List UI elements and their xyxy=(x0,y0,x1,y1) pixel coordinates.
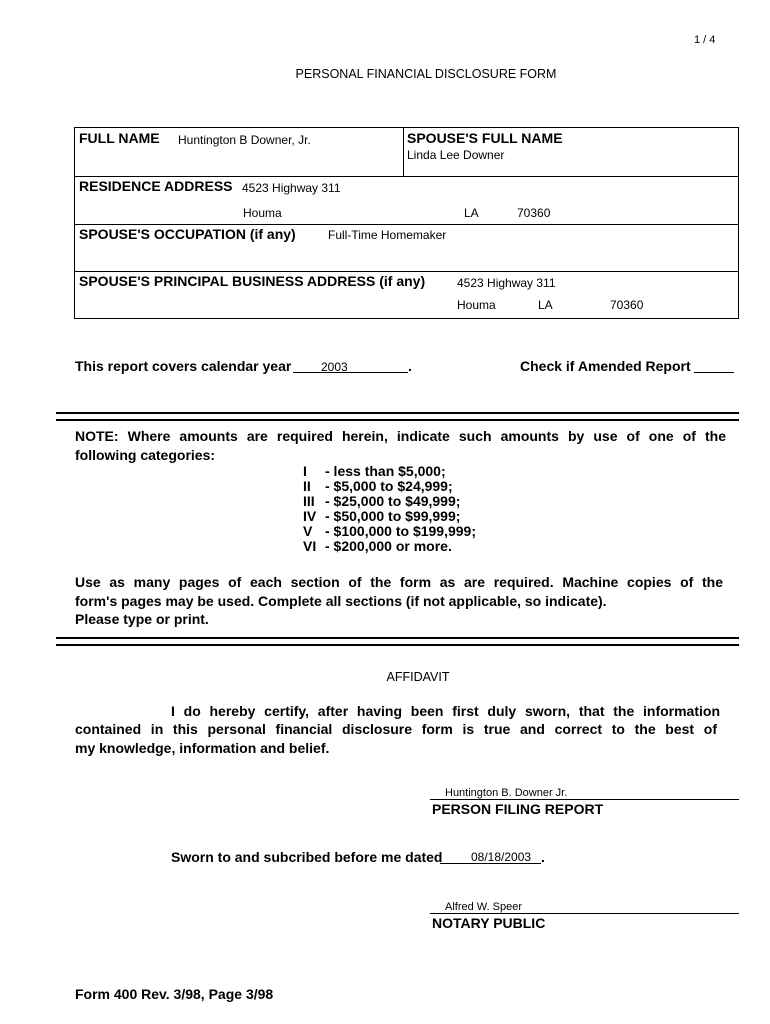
affidavit-line-2 xyxy=(75,721,717,737)
affidavit-line-1-text: I do hereby certify, after having been first duly sworn, that the information xyxy=(171,703,720,719)
spouse-occupation-value[interactable]: Full-Time Homemaker xyxy=(328,228,447,242)
note-line-1-text: NOTE: Where amounts are required herein, indicate such amounts by use of one of the xyxy=(75,428,726,444)
row-divider-1 xyxy=(74,176,739,177)
business-street[interactable]: 4523 Highway 311 xyxy=(457,276,556,290)
form-title: PERSONAL FINANCIAL DISCLOSURE FORM xyxy=(295,67,557,81)
affidavit-line-3: my knowledge, information and belief. xyxy=(75,740,330,756)
rule-bottom-2 xyxy=(56,644,739,646)
note-line-1 xyxy=(75,428,726,444)
category-num: II xyxy=(303,478,311,494)
report-covers-label: This report covers calendar year xyxy=(75,358,292,374)
spouse-name-value[interactable]: Linda Lee Downer xyxy=(407,148,505,162)
filer-signature[interactable]: Huntington B. Downer Jr. xyxy=(445,787,568,799)
category-list xyxy=(303,464,476,554)
rule-top-2 xyxy=(56,419,739,421)
instructions-line-2: form's pages may be used. Complete all sections (if not applicable, so indicate). xyxy=(75,593,607,609)
category-item xyxy=(303,479,476,494)
amended-report-label: Check if Amended Report xyxy=(520,358,691,374)
category-text: - $200,000 or more. xyxy=(325,538,452,554)
category-num: VI xyxy=(303,538,317,554)
amended-checkbox-line[interactable] xyxy=(694,372,734,373)
sworn-period: . xyxy=(541,849,545,865)
category-num: V xyxy=(303,523,313,539)
full-name-value[interactable]: Huntington B Downer, Jr. xyxy=(178,133,311,147)
category-item xyxy=(303,494,476,509)
instructions-line-3: Please type or print. xyxy=(75,611,209,627)
report-period: . xyxy=(408,358,412,374)
full-name-label: FULL NAME xyxy=(79,130,160,146)
business-city[interactable]: Houma xyxy=(457,298,496,312)
report-year[interactable]: 2003 xyxy=(321,360,348,374)
category-num: I xyxy=(303,463,307,479)
form-footer: Form 400 Rev. 3/98, Page 3/98 xyxy=(75,986,274,1002)
residence-street[interactable]: 4523 Highway 311 xyxy=(242,181,341,195)
instructions-line-1 xyxy=(75,574,723,590)
row-divider-2 xyxy=(74,224,739,225)
category-num: III xyxy=(303,493,315,509)
name-divider xyxy=(403,127,404,176)
affidavit-heading: AFFIDAVIT xyxy=(386,670,450,684)
residence-state[interactable]: LA xyxy=(464,206,479,220)
category-item xyxy=(303,539,476,554)
notary-label: NOTARY PUBLIC xyxy=(432,915,546,931)
sworn-label: Sworn to and subcribed before me dated xyxy=(171,849,443,865)
residence-city[interactable]: Houma xyxy=(243,206,282,220)
category-item xyxy=(303,524,476,539)
instructions-line-1-text: Use as many pages of each section of the form as are required. Machine copies of the xyxy=(75,574,723,590)
spouse-name-label: SPOUSE'S FULL NAME xyxy=(407,130,563,146)
affidavit-line-2-text: contained in this personal financial disclosure form is true and correct to the best of xyxy=(75,721,717,737)
category-text: - $100,000 to $199,999; xyxy=(325,523,476,539)
rule-top-1 xyxy=(56,412,739,414)
year-underline xyxy=(293,372,408,373)
row-divider-3 xyxy=(74,271,739,272)
residence-zip[interactable]: 70360 xyxy=(517,206,551,220)
category-text: - $25,000 to $49,999; xyxy=(325,493,461,509)
notary-signature-line xyxy=(430,913,739,914)
notary-signature[interactable]: Alfred W. Speer xyxy=(445,901,523,913)
filer-label: PERSON FILING REPORT xyxy=(432,801,604,817)
spouse-occupation-label: SPOUSE'S OCCUPATION (if any) xyxy=(79,226,296,242)
business-zip[interactable]: 70360 xyxy=(610,298,644,312)
category-item xyxy=(303,509,476,524)
rule-bottom-1 xyxy=(56,637,739,639)
residence-label: RESIDENCE ADDRESS xyxy=(79,178,233,194)
affidavit-line-1 xyxy=(171,703,720,719)
category-text: - $5,000 to $24,999; xyxy=(325,478,453,494)
category-text: - $50,000 to $99,999; xyxy=(325,508,461,524)
category-text: - less than $5,000; xyxy=(325,463,446,479)
category-item xyxy=(303,464,476,479)
business-state[interactable]: LA xyxy=(538,298,553,312)
sworn-date[interactable]: 08/18/2003 xyxy=(471,850,532,864)
note-line-2: following categories: xyxy=(75,447,216,463)
category-num: IV xyxy=(303,508,317,524)
business-address-label: SPOUSE'S PRINCIPAL BUSINESS ADDRESS (if any) xyxy=(79,273,426,289)
page-number: 1 / 4 xyxy=(694,34,716,46)
filer-signature-line xyxy=(430,799,739,800)
